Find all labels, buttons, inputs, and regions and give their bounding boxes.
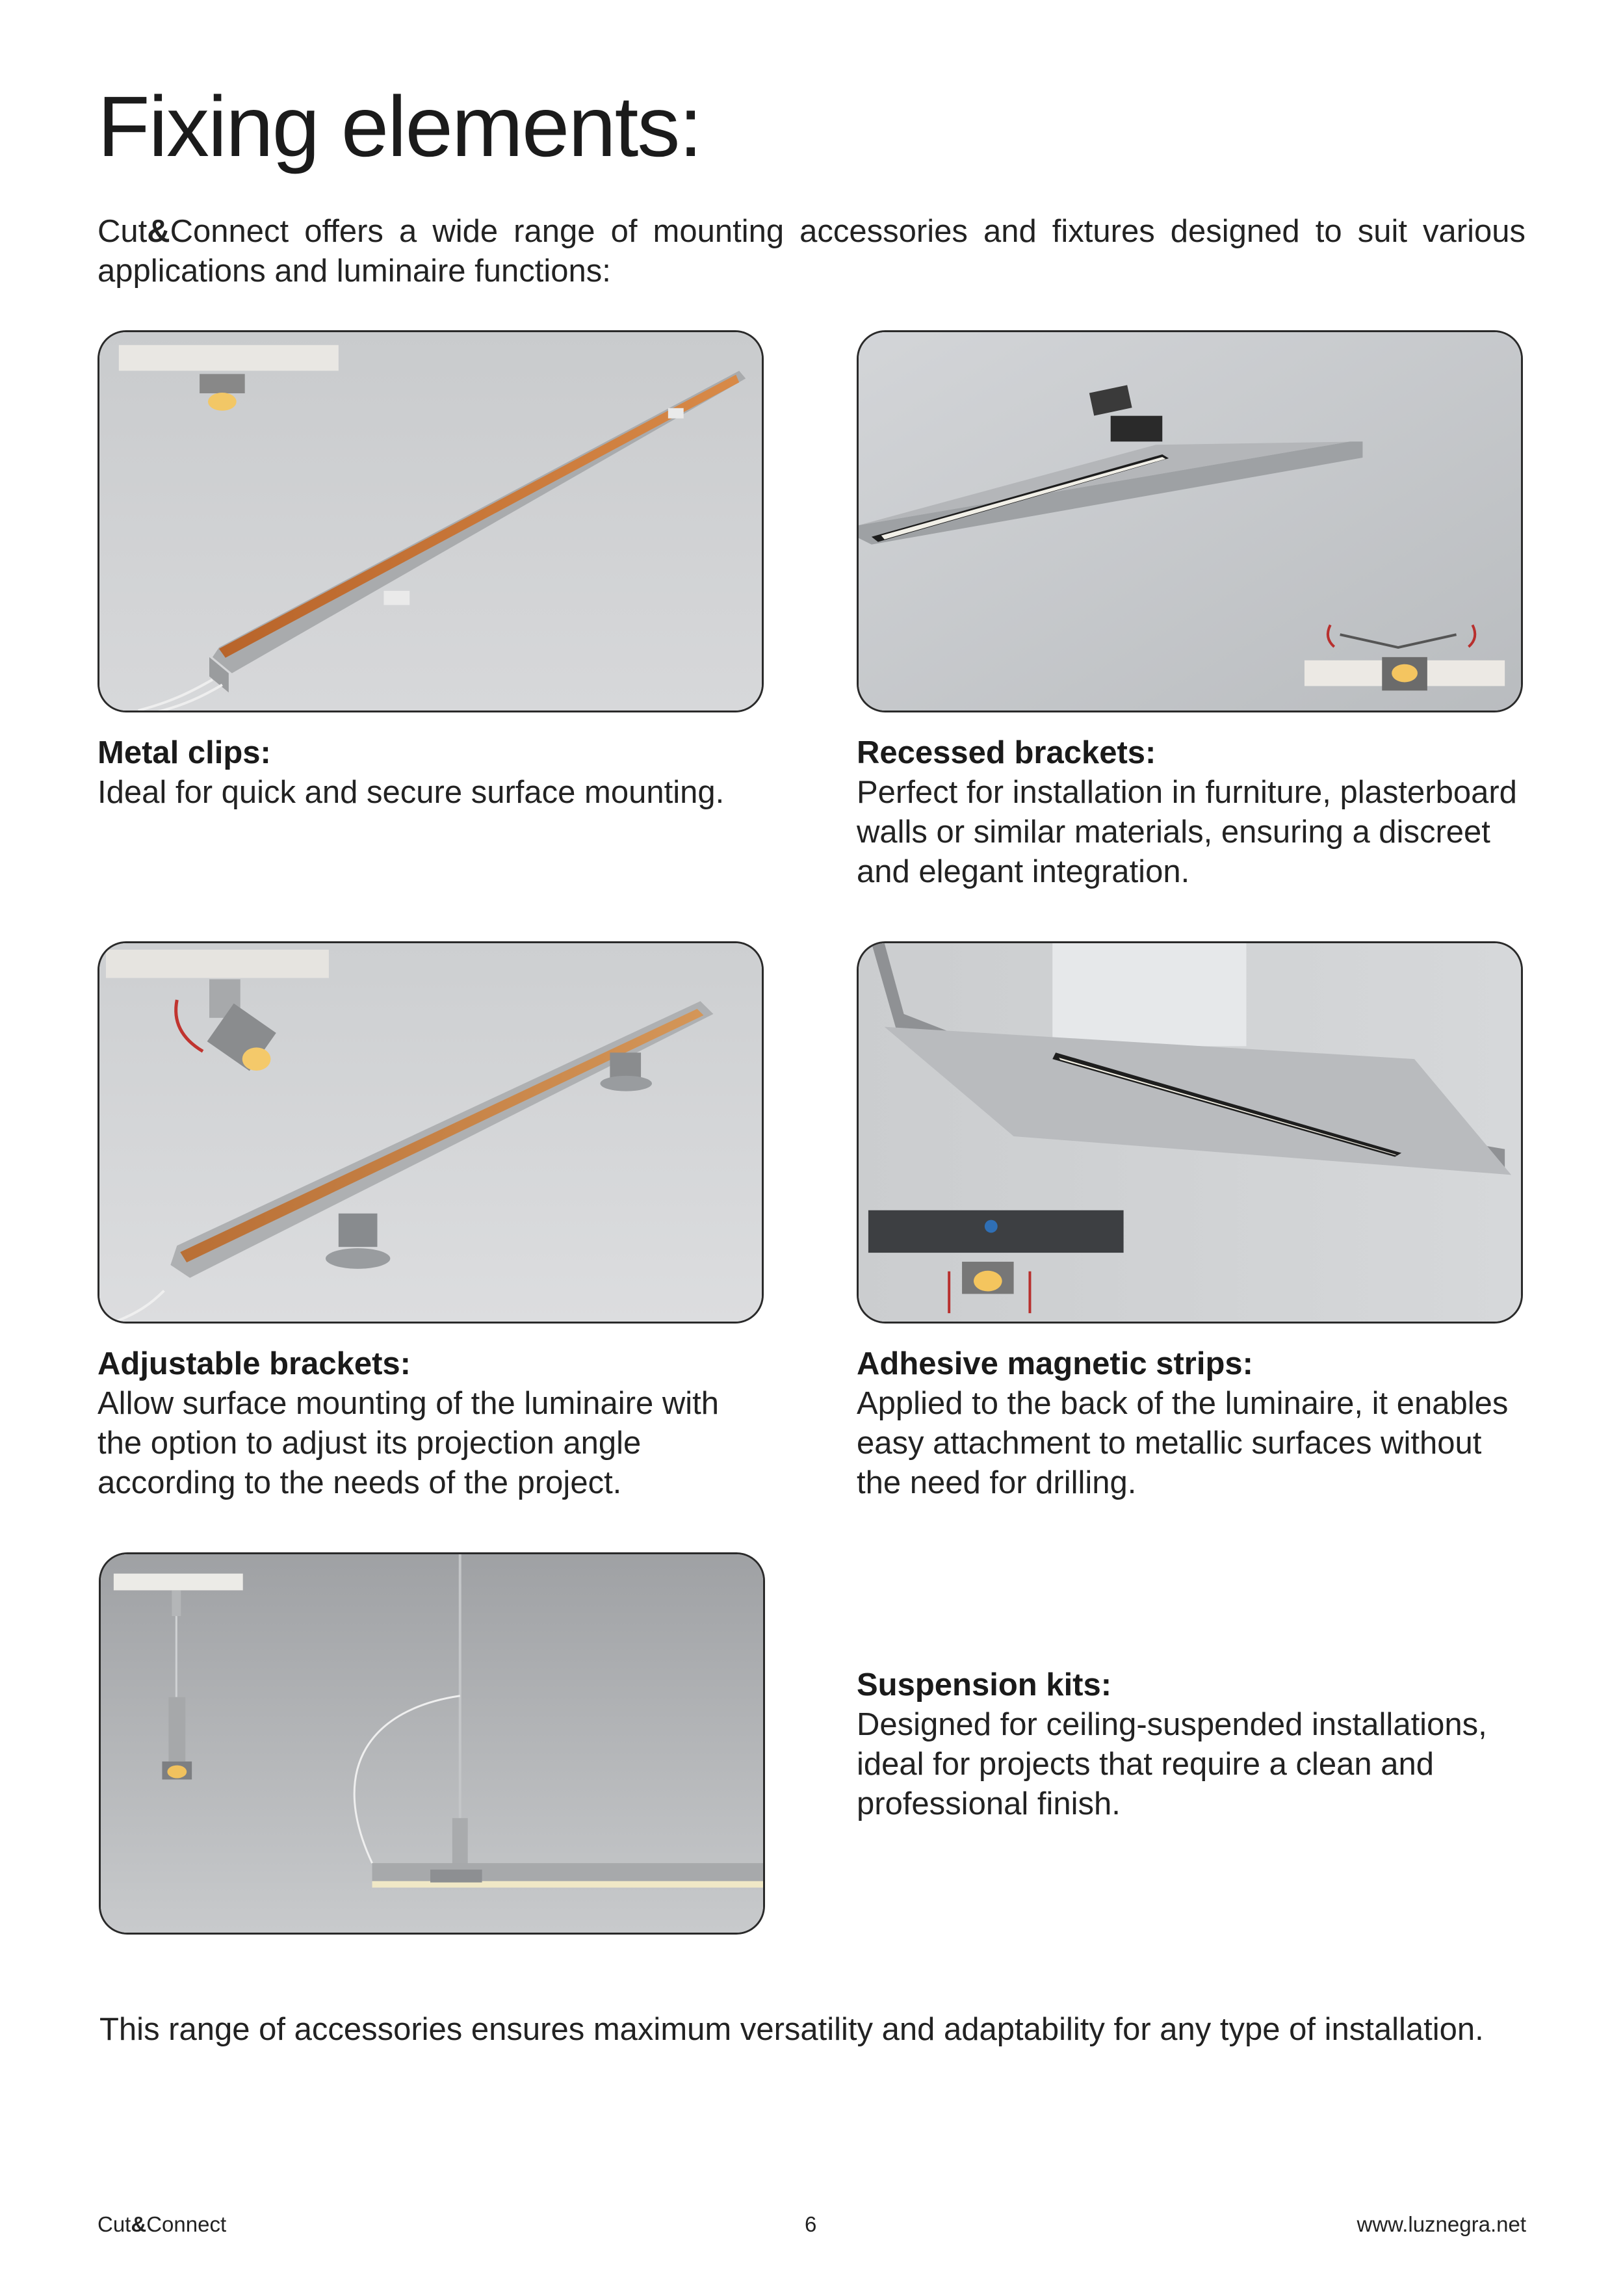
intro-brand: Cut&Connect — [97, 214, 289, 249]
section-heading: Adhesive magnetic strips: — [857, 1346, 1253, 1381]
page-title: Fixing elements: — [97, 79, 702, 174]
intro-paragraph: Cut&Connect offers a wide range of mounting accessories and fixtures designed to suit various applications and luminaire functions: — [97, 214, 1526, 289]
section-metal-clips — [97, 733, 764, 813]
section-text: Ideal for quick and secure surface mounting. — [97, 775, 725, 810]
section-text: Applied to the back of the luminaire, it enables easy attachment to metallic surfaces without the need for drilling. — [857, 1386, 1509, 1500]
footer-brand: Cut&Connect — [97, 2212, 227, 2236]
section-text: Designed for ceiling-suspended installations, ideal for projects that require a clean and professional finish. — [857, 1707, 1487, 1821]
section-suspension-kits — [857, 1665, 1526, 1824]
footer-website: www.luznegra.net — [1357, 2212, 1526, 2236]
page-number: 6 — [805, 2212, 817, 2236]
section-magnetic-strips — [857, 1344, 1526, 1503]
closing-statement: This range of accessories ensures maximum versatility and adaptability for any type of installation. — [99, 2012, 1484, 2047]
suspension-kits-image — [99, 1552, 765, 1935]
adjustable-brackets-image — [97, 941, 764, 1324]
section-adjustable-brackets — [97, 1344, 767, 1503]
section-heading: Recessed brackets: — [857, 735, 1156, 770]
recessed-brackets-image — [857, 330, 1523, 712]
section-heading: Metal clips: — [97, 735, 271, 770]
section-text: Perfect for installation in furniture, plasterboard walls or similar materials, ensuring a discreet and elegant integration. — [857, 775, 1517, 889]
magnetic-strips-image — [857, 941, 1523, 1324]
section-recessed-brackets — [857, 733, 1526, 892]
metal-clips-image — [97, 330, 764, 712]
section-text: Allow surface mounting of the luminaire with the option to adjust its projection angle according to the needs of the project. — [97, 1386, 719, 1500]
section-heading: Suspension kits: — [857, 1667, 1112, 1702]
section-heading: Adjustable brackets: — [97, 1346, 411, 1381]
